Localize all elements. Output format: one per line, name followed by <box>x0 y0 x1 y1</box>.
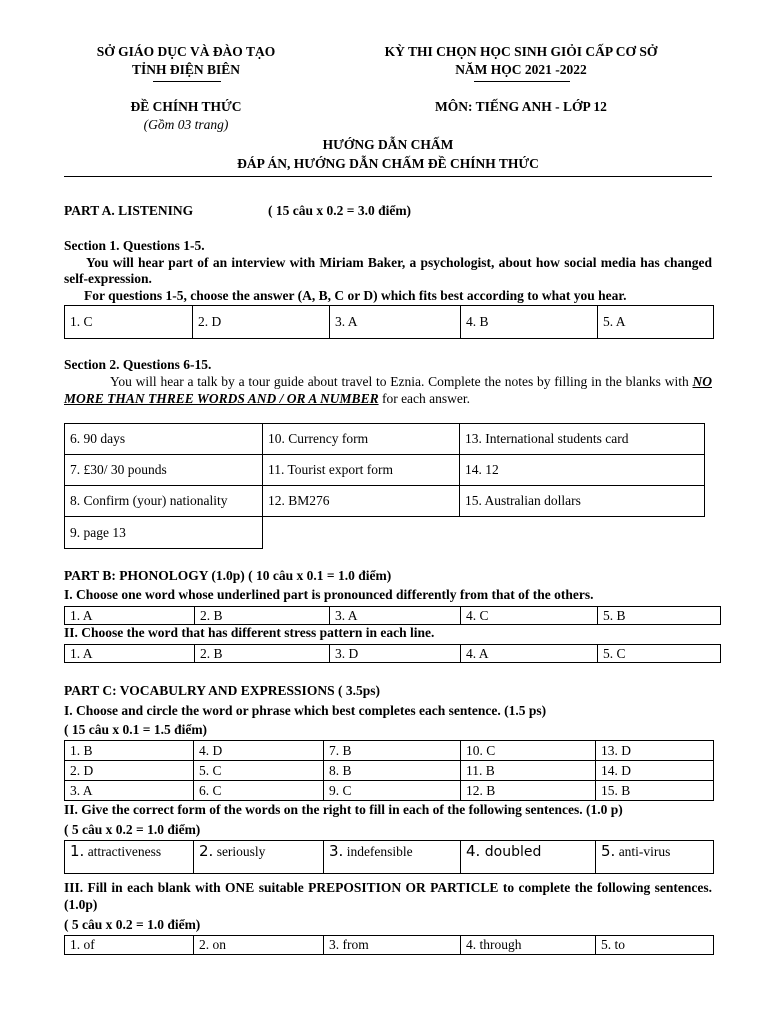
answer-cell: 2. on <box>194 936 324 955</box>
section2-text-end: for each answer. <box>378 391 471 406</box>
answer-cell: 9. C <box>324 781 461 801</box>
answer-cell: 2. D <box>65 761 194 781</box>
answer-cell: 4. B <box>461 306 598 339</box>
part-c-title: PART C: VOCABULRY AND EXPRESSIONS ( 3.5ps) <box>64 683 380 698</box>
answer-cell: 3. A <box>330 306 461 339</box>
answer-cell: 10. Currency form <box>263 424 460 455</box>
official-label: ĐỀ CHÍNH THỨC <box>130 99 242 114</box>
part-a-score: ( 15 câu x 0.2 = 3.0 điểm) <box>268 203 412 218</box>
answer-cell: 1. of <box>65 936 194 955</box>
exam-title: KỲ THI CHỌN HỌC SINH GIỎI CẤP CƠ SỞ <box>384 44 658 59</box>
section1-title: Section 1. Questions 1-5. <box>64 238 205 253</box>
section2-title: Section 2. Questions 6-15. <box>64 357 212 372</box>
part-c-ii-instruction: II. Give the correct form of the words on the right to fill in each of the following sentences. (1.0 p) <box>64 802 623 817</box>
table-row <box>65 486 705 517</box>
part-c-i-score: ( 15 câu x 0.1 = 1.5 điểm) <box>64 722 208 737</box>
answer-number: 1. <box>70 842 85 860</box>
answer-cell: 2. B <box>195 645 330 663</box>
answer-cell: 4. C <box>461 607 598 625</box>
answer-cell: 1. B <box>65 741 194 761</box>
answer-cell: 9. page 13 <box>65 517 263 549</box>
answer-word: attractiveness <box>84 844 162 859</box>
part-b-i-answer-table <box>64 606 721 625</box>
department-name: SỞ GIÁO DỤC VÀ ĐÀO TẠO <box>96 44 276 59</box>
table-row <box>65 936 714 955</box>
answer-cell: 14. 12 <box>460 455 705 486</box>
part-c-iii-instruction-box <box>64 879 712 913</box>
answer-cell <box>461 841 596 874</box>
answer-number: 2. <box>199 842 214 860</box>
answer-cell: 4. through <box>461 936 596 955</box>
answer-cell <box>324 841 461 874</box>
answer-cell: 13. D <box>596 741 714 761</box>
subject-label: MÔN: TIẾNG ANH - LỚP 12 <box>435 99 607 114</box>
answer-cell: 1. A <box>65 607 195 625</box>
table-row <box>65 306 714 339</box>
part-c-iii-answer-table <box>64 935 714 955</box>
table-row <box>65 517 705 549</box>
answer-cell: 3. D <box>330 645 461 663</box>
table-row <box>65 761 714 781</box>
school-year: NĂM HỌC 2021 -2022 <box>455 62 587 77</box>
answer-cell: 1. A <box>65 645 195 663</box>
section2-answer-table <box>64 423 705 549</box>
part-b-title: PART B: PHONOLOGY (1.0p) ( 10 câu x 0.1 = 1.0 điểm) <box>64 568 392 583</box>
section1-text: You will hear part of an interview with Miriam Baker, a psychologist, about how social media has changed self-expression. <box>64 255 712 286</box>
answer-number: 4. <box>466 842 481 860</box>
answer-word: doubled <box>480 844 542 860</box>
answer-word: seriously <box>213 844 266 859</box>
pages-note: (Gồm 03 trang) <box>143 117 229 132</box>
answer-cell: 4. D <box>194 741 324 761</box>
answer-cell: 3. from <box>324 936 461 955</box>
answer-number: 5. <box>601 842 616 860</box>
part-c-ii-score: ( 5 câu x 0.2 = 1.0 điểm) <box>64 822 201 837</box>
answer-cell: 1. C <box>65 306 193 339</box>
section2-emphasis: NO MORE THAN THREE WORDS AND / OR A NUMBER <box>64 374 712 406</box>
answer-cell: 6. 90 days <box>65 424 263 455</box>
answer-cell <box>194 841 324 874</box>
part-a-title: PART A. LISTENING <box>64 203 194 218</box>
part-b-ii-answer-table <box>64 644 721 663</box>
answer-cell: 10. C <box>461 741 596 761</box>
section1-text-box <box>64 255 712 287</box>
table-row <box>65 607 721 625</box>
guide-subtitle: ĐÁP ÁN, HƯỚNG DẪN CHẤM ĐỀ CHÍNH THỨC <box>237 156 539 171</box>
answer-cell: 14. D <box>596 761 714 781</box>
section2-text-start: You will hear a talk by a tour guide about travel to Eznia. Complete the notes by filling in the blanks with <box>110 374 693 389</box>
section2-text <box>64 373 712 407</box>
table-row <box>65 455 705 486</box>
answer-cell: 3. A <box>65 781 194 801</box>
section2-text-box <box>64 373 712 407</box>
table-row <box>65 841 714 874</box>
empty-cell <box>263 517 705 549</box>
table-row <box>65 781 714 801</box>
part-b-i-instruction: I. Choose one word whose underlined part is pronounced differently from that of the others. <box>64 587 594 602</box>
answer-cell: 15. Australian dollars <box>460 486 705 517</box>
header-divider <box>64 176 712 177</box>
answer-cell: 5. to <box>596 936 714 955</box>
province-name: TỈNH ĐIỆN BIÊN <box>131 62 241 77</box>
header-underline-left <box>153 81 221 82</box>
table-row <box>65 645 721 663</box>
answer-cell: 5. C <box>194 761 324 781</box>
answer-cell: 3. A <box>330 607 461 625</box>
section1-instruction: For questions 1-5, choose the answer (A, B, C or D) which fits best according to what you hear. <box>84 288 627 303</box>
table-row <box>65 424 705 455</box>
answer-cell: 12. B <box>461 781 596 801</box>
answer-cell: 5. A <box>598 306 714 339</box>
answer-cell: 11. Tourist export form <box>263 455 460 486</box>
answer-cell: 8. B <box>324 761 461 781</box>
answer-cell: 15. B <box>596 781 714 801</box>
answer-word: indefensible <box>343 844 413 859</box>
answer-cell <box>596 841 714 874</box>
part-c-i-instruction: I. Choose and circle the word or phrase which best completes each sentence. (1.5 ps) <box>64 703 547 718</box>
answer-cell: 13. International students card <box>460 424 705 455</box>
answer-cell: 5. C <box>598 645 721 663</box>
header-underline-right <box>474 81 570 82</box>
answer-cell: 8. Confirm (your) nationality <box>65 486 263 517</box>
part-b-ii-instruction: II. Choose the word that has different stress pattern in each line. <box>64 625 435 640</box>
answer-cell: 6. C <box>194 781 324 801</box>
table-row <box>65 741 714 761</box>
answer-cell: 7. B <box>324 741 461 761</box>
answer-cell: 7. £30/ 30 pounds <box>65 455 263 486</box>
answer-cell <box>65 841 194 874</box>
answer-number: 3. <box>329 842 344 860</box>
part-c-i-answer-table <box>64 740 714 801</box>
answer-cell: 4. A <box>461 645 598 663</box>
part-c-iii-instruction: III. Fill in each blank with ONE suitable PREPOSITION OR PARTICLE to complete the following sentences.(1.0p) <box>64 880 712 912</box>
answer-cell: 11. B <box>461 761 596 781</box>
answer-word: anti-virus <box>615 844 671 859</box>
answer-cell: 12. BM276 <box>263 486 460 517</box>
answer-cell: 2. B <box>195 607 330 625</box>
answer-cell: 5. B <box>598 607 721 625</box>
part-c-iii-score: ( 5 câu x 0.2 = 1.0 điểm) <box>64 917 201 932</box>
answer-cell: 2. D <box>193 306 330 339</box>
guide-title: HƯỚNG DẪN CHẤM <box>322 137 454 152</box>
section1-answer-table <box>64 305 714 339</box>
part-c-ii-answer-table <box>64 840 714 874</box>
